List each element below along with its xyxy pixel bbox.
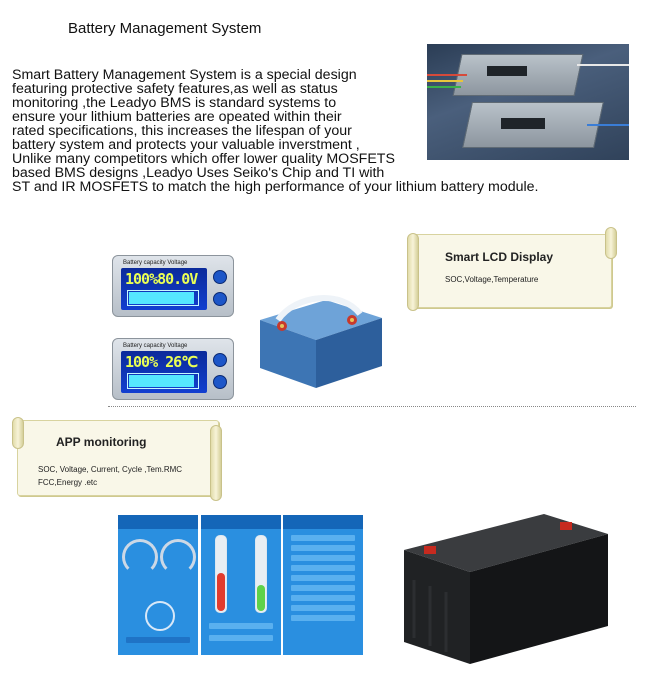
- app-row: [209, 623, 273, 629]
- pcb-wire: [427, 86, 461, 88]
- app-feature-desc: SOC, Voltage, Current, Cycle ,Tem.RMC: [38, 465, 183, 474]
- pcb-wire: [427, 74, 467, 76]
- app-row: [291, 575, 355, 581]
- pcb-wire: [577, 64, 629, 66]
- terminal-icon: [560, 522, 572, 530]
- intro-line: ensure your lithium batteries are opeated within their: [12, 109, 342, 125]
- pcb-chip: [487, 66, 527, 76]
- lcd-reading: 100%80.0V: [125, 270, 198, 288]
- app-row: [291, 615, 355, 621]
- app-row: [126, 637, 190, 643]
- intro-line: battery system and protects your valuable inverstment ,: [12, 137, 360, 153]
- lcd-power-button[interactable]: [213, 292, 227, 306]
- blue-battery-photo: [256, 290, 386, 390]
- app-feature-desc: FCC,Energy .etc: [38, 478, 98, 487]
- lcd-capacity-fill: [129, 292, 194, 304]
- intro-line: featuring protective safety features,as well as status: [12, 81, 338, 97]
- app-row: [291, 605, 355, 611]
- section-divider: [108, 406, 636, 407]
- lcd-reading: 100% 26℃: [125, 353, 198, 371]
- lcd-capacity-fill: [129, 375, 194, 387]
- gauge-icon: [160, 539, 196, 575]
- app-screen-cells: [283, 515, 363, 655]
- black-battery-photo: [394, 500, 610, 665]
- thermometer-fill: [217, 573, 225, 611]
- scroll-roll: [12, 417, 24, 449]
- bms-board-photo: [427, 44, 629, 160]
- app-row: [291, 565, 355, 571]
- lcd-capacity-bar: [127, 290, 199, 306]
- scroll-roll: [407, 233, 419, 311]
- app-feature-banner: [17, 420, 219, 496]
- intro-line: Unlike many competitors which offer lower quality MOSFETS: [12, 151, 395, 167]
- terminal-icon: [424, 546, 436, 554]
- lcd-display-temperature: [112, 338, 234, 400]
- app-row: [291, 555, 355, 561]
- lcd-feature-heading: Smart LCD Display: [445, 250, 554, 264]
- app-row: [291, 535, 355, 541]
- pcb-wire: [427, 80, 463, 82]
- app-header: [118, 515, 198, 529]
- app-feature-heading: APP monitoring: [56, 435, 147, 449]
- soc-ring-icon: [145, 601, 175, 631]
- gauge-tube-fill: [257, 585, 265, 611]
- app-header: [201, 515, 281, 529]
- page-title: Battery Management System: [68, 20, 262, 37]
- scroll-roll: [605, 227, 617, 259]
- lcd-caption: Battery capacity Voltage: [123, 260, 188, 266]
- app-row: [291, 585, 355, 591]
- app-header: [283, 515, 363, 529]
- app-screen-dashboard: [118, 515, 198, 655]
- lcd-play-button[interactable]: [213, 270, 227, 284]
- scroll-roll: [210, 425, 222, 501]
- lcd-caption: Battery capacity Voltage: [123, 343, 188, 349]
- pcb-chip: [501, 118, 545, 129]
- lcd-display-voltage: [112, 255, 234, 317]
- lcd-capacity-bar: [127, 373, 199, 389]
- intro-line: monitoring ,the Leadyo BMS is standard systems to: [12, 95, 337, 111]
- intro-line: based BMS designs ,Leadyo Uses Seiko's Chip and TI with: [12, 165, 385, 181]
- lcd-feature-desc: SOC,Voltage,Temperature: [445, 275, 539, 284]
- intro-line: rated specifications, this increases the lifespan of your: [12, 123, 352, 139]
- lcd-power-button[interactable]: [213, 375, 227, 389]
- app-row: [209, 635, 273, 641]
- lcd-feature-banner: [410, 234, 612, 308]
- gauge-icon: [122, 539, 158, 575]
- pcb-wire: [587, 124, 629, 126]
- intro-line: ST and IR MOSFETS to match the high performance of your lithium battery module.: [12, 179, 539, 195]
- app-row: [291, 595, 355, 601]
- app-row: [291, 545, 355, 551]
- lcd-screen: [121, 268, 207, 310]
- app-screen-temperature: [201, 515, 281, 655]
- lcd-screen: [121, 351, 207, 393]
- intro-line: Smart Battery Management System is a special design: [12, 67, 357, 83]
- lcd-play-button[interactable]: [213, 353, 227, 367]
